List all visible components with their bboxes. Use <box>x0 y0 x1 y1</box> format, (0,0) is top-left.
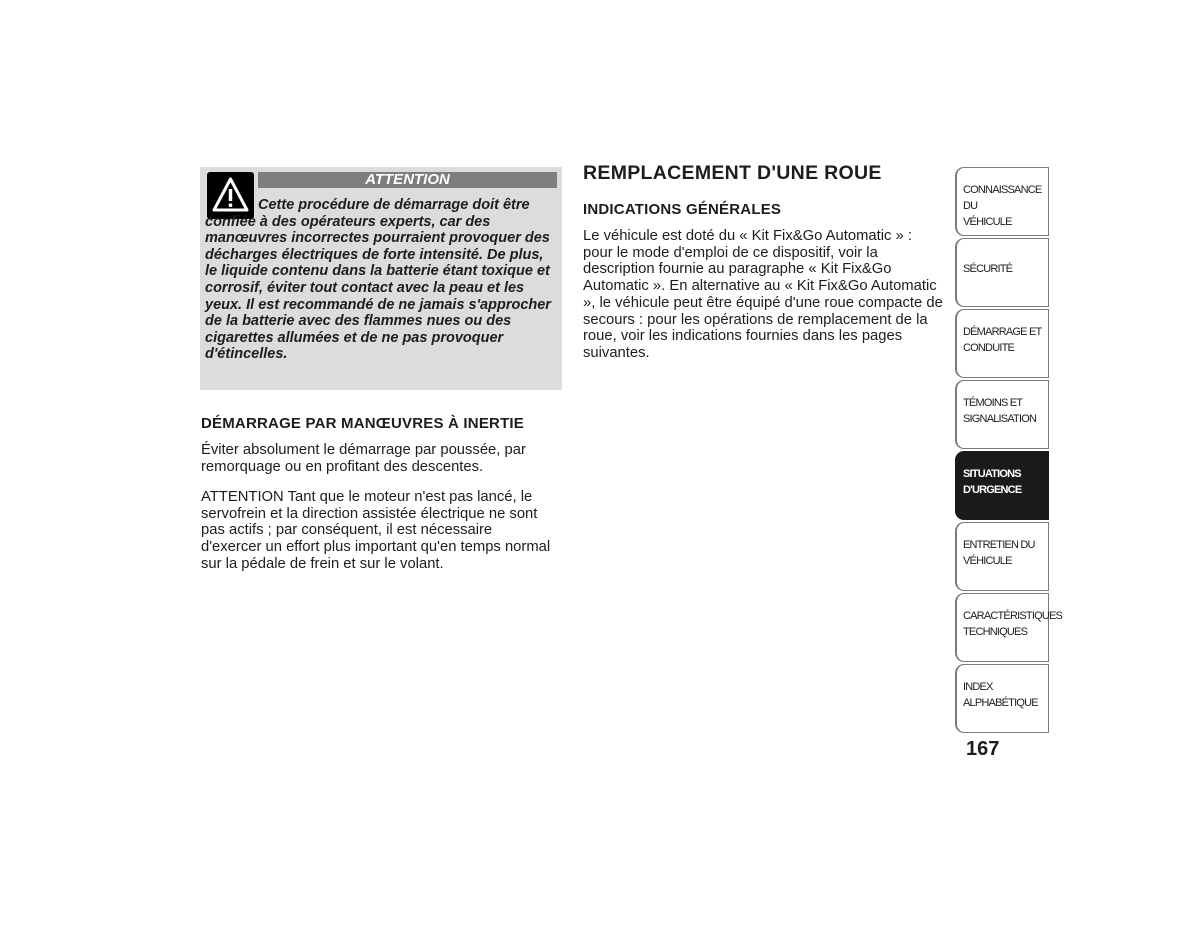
page-number: 167 <box>966 738 1000 760</box>
tab-demarrage-conduite[interactable] <box>955 309 1049 378</box>
paragraph-inertia-2: ATTENTION Tant que le moteur n'est pas lancé, le servofrein et la direction assistée électrique ne sont pas actifs ; par conséquent, il est nécessaire d'exercer un effort plus important qu'en temps normal sur la pédale de frein et sur le volant. <box>201 489 551 572</box>
paragraph-inertia-1: Éviter absolument le démarrage par poussée, par remorquage ou en profitant des descentes. <box>201 442 526 475</box>
tab-label: INDEX ALPHABÉTIQUE <box>963 681 1038 709</box>
warning-text: Cette procédure de démarrage doit être confiée à des opérateurs experts, car des manœuvres incorrectes pourraient provoquer des décharges électriques de forte intensité. De plus, le liquide contenu dans la batterie étant toxique et corrosif, éviter tout contact avec la peau et les yeux. Il est recommandé de ne jamais s'approcher de la batterie avec des flammes nues ou des cigarettes allumées et de ne pas provoquer d'étincelles. <box>205 197 551 363</box>
tab-label: CONNAISSANCE DU VÉHICULE <box>963 184 1042 228</box>
tab-securite[interactable] <box>955 238 1049 307</box>
tab-label: SÉCURITÉ <box>963 263 1013 275</box>
section-heading-general: INDICATIONS GÉNÉRALES <box>583 201 782 218</box>
tab-caracteristiques-techniques[interactable] <box>955 593 1063 662</box>
warning-title: ATTENTION <box>258 172 557 188</box>
tab-label: ENTRETIEN DU VÉHICULE <box>963 539 1035 567</box>
tab-situations-urgence[interactable] <box>955 451 1049 520</box>
warning-box <box>200 167 562 390</box>
tab-label: CARACTÉRISTIQUES TECHNIQUES <box>963 610 1063 638</box>
page-title: REMPLACEMENT D'UNE ROUE <box>583 162 882 184</box>
tab-label: TÉMOINS ET SIGNALISATION <box>963 397 1037 425</box>
tab-temoins-signalisation[interactable] <box>955 380 1049 449</box>
section-heading-inertia: DÉMARRAGE PAR MANŒUVRES À INERTIE <box>201 415 525 432</box>
tab-label: DÉMARRAGE ET CONDUITE <box>963 326 1042 354</box>
tab-index-alphabetique[interactable] <box>955 664 1049 733</box>
tab-connaissance-vehicule[interactable] <box>955 167 1049 236</box>
paragraph-general: Le véhicule est doté du « Kit Fix&Go Automatic » : pour le mode d'emploi de ce dispositif, voir la description fournie au paragraphe « Kit Fix&Go Automatic ». En alternative au « Kit Fix&Go Automatic », le véhicule peut être équipé d'une roue compacte de secours : pour les opérations de remplacement de la roue, voir les indications fournies dans les pages suivantes. <box>583 228 943 361</box>
tab-entretien-vehicule[interactable] <box>955 522 1049 591</box>
tab-label: SITUATIONS D'URGENCE <box>963 468 1022 496</box>
